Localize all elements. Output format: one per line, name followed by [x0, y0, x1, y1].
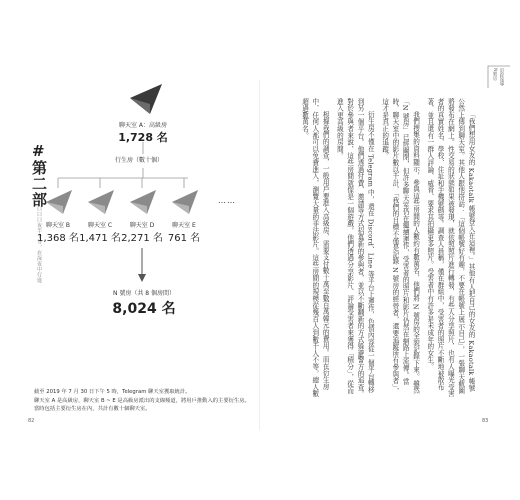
- top-node-label: 聊天室 A：高級房: [118, 122, 167, 129]
- body-paragraph: 我們搜集的資料顯示，參與這些房間的人數約有數萬名，他們將 N 號房的全貌記錄下來。雖然「N 號房」已經關閉，但許多聊天室仍在繼續運作，受害者的照片和影片仍然在網路上流傳。當時，聊天室中的影片數以千計，「我們的目標不僅是記錄 N 號房的經營者，還要追蹤所有參與者」，這才是真正的追蹤。: [380, 98, 420, 395]
- body-text: [268, 98, 476, 398]
- paper-plane-icon-e: [172, 190, 198, 214]
- chapter-mark: #: [32, 142, 45, 160]
- top-node-count: 1,728 名: [118, 131, 168, 144]
- caption-line: 聊天室 A 是高級房，聊天室 B ~ E 是高級房派出的支線頻道，將用戶推動入的主要衍生房。: [34, 397, 250, 404]
- section-tab: [484, 62, 514, 92]
- diagram-caption: [34, 388, 258, 414]
- chapter-subtitle: 口口口夜半十分，在深夜中行進: [36, 206, 42, 283]
- child-node-label-d: 聊天室 D: [129, 222, 155, 229]
- caption-line: 截至 2019 年 7 月 30 日下午 5 時，Telegram 聊天室獲取統計。: [34, 389, 191, 395]
- arrow-down-icon: [138, 274, 146, 282]
- body-paragraph: 衍生房不僅在 Telegram 中，還在 Discord、Line 等平台上運作，色情內容從一個平台轉移到另一個平台。他們透過付費、邀請等方式招募新的參與者，並以不斷翻新的方式躲避警方的追查。對於參與者來說，這些房間就像是一個遊戲，他們透過分享影片、評論受害者來獲得「積分」，從而進入更高級的房間。: [335, 98, 375, 398]
- right-page: [262, 68, 504, 430]
- tab-label: 追踪報導: [499, 68, 504, 86]
- paper-plane-icon-b: [46, 190, 72, 214]
- left-page: [28, 80, 260, 430]
- caption-line: 當時包括主要衍生房在內，共計有數十個聊天室。: [34, 406, 151, 412]
- body-paragraph: 根據我們的調查，一般用戶要進入高級房，需要支付數十萬至數百萬韓元的費用。而在衍生房中，任何人都可以免費進入，瀏覽大量的非法影片。這些房間的規模從幾百人到數千人不等，總人數超過數萬名。: [300, 98, 330, 398]
- page-number-right: 83: [482, 418, 489, 424]
- child-node-count-e: 761 名: [167, 233, 201, 244]
- bottom-node-count: 8,024 名: [112, 301, 176, 317]
- paper-plane-icon-top: [130, 84, 162, 114]
- chapter-title: 第二部: [30, 160, 48, 208]
- chatroom-diagram: [28, 80, 260, 380]
- child-node-count-c: 1,471 名: [79, 233, 121, 244]
- page-gutter: [259, 80, 260, 430]
- child-node-label-e: 聊天室 E: [172, 222, 196, 229]
- child-node-count-d: 2,271 名: [121, 233, 163, 244]
- derivative-rooms-label: 行生房（數十個）: [112, 155, 166, 164]
- page-number-left: 82: [28, 418, 35, 424]
- tab-label: N號房: [492, 68, 497, 81]
- paper-plane-icon-d: [130, 190, 156, 214]
- paper-plane-icon-c: [88, 190, 114, 214]
- child-node-count-b: 1,368 名: [37, 233, 79, 244]
- child-node-label-c: 聊天室 C: [87, 222, 113, 229]
- child-node-label-b: 聊天室 B: [45, 222, 71, 229]
- bottom-node-label: N 號房（共 8 個房間）: [112, 290, 176, 297]
- more-rooms-ellipsis: ……: [218, 196, 236, 205]
- body-paragraph: 「我們想用女友的 Kakaotalk 帳號登入在這裡。」其他有人把自己的女友的 Kakaotalk 帳號公然上傳到聊天室。其他人跟他搭話：「這個帳號好有趣，不要在帳號上展示自己」，一張聊天截圖將發布在網上。性交易的狀態如果被發現，就依照照片進行轉發，有些人分享照片，也有人曝光受害者的真實姓名、學校、住址和手機號碼等。調查人員稱，僅在群組中，受害者的照片不斷地被散布著，並且還有一群人評論、威脅、要求其拍攝更多照片。受害者中有許多是未成年的女生。: [425, 98, 475, 398]
